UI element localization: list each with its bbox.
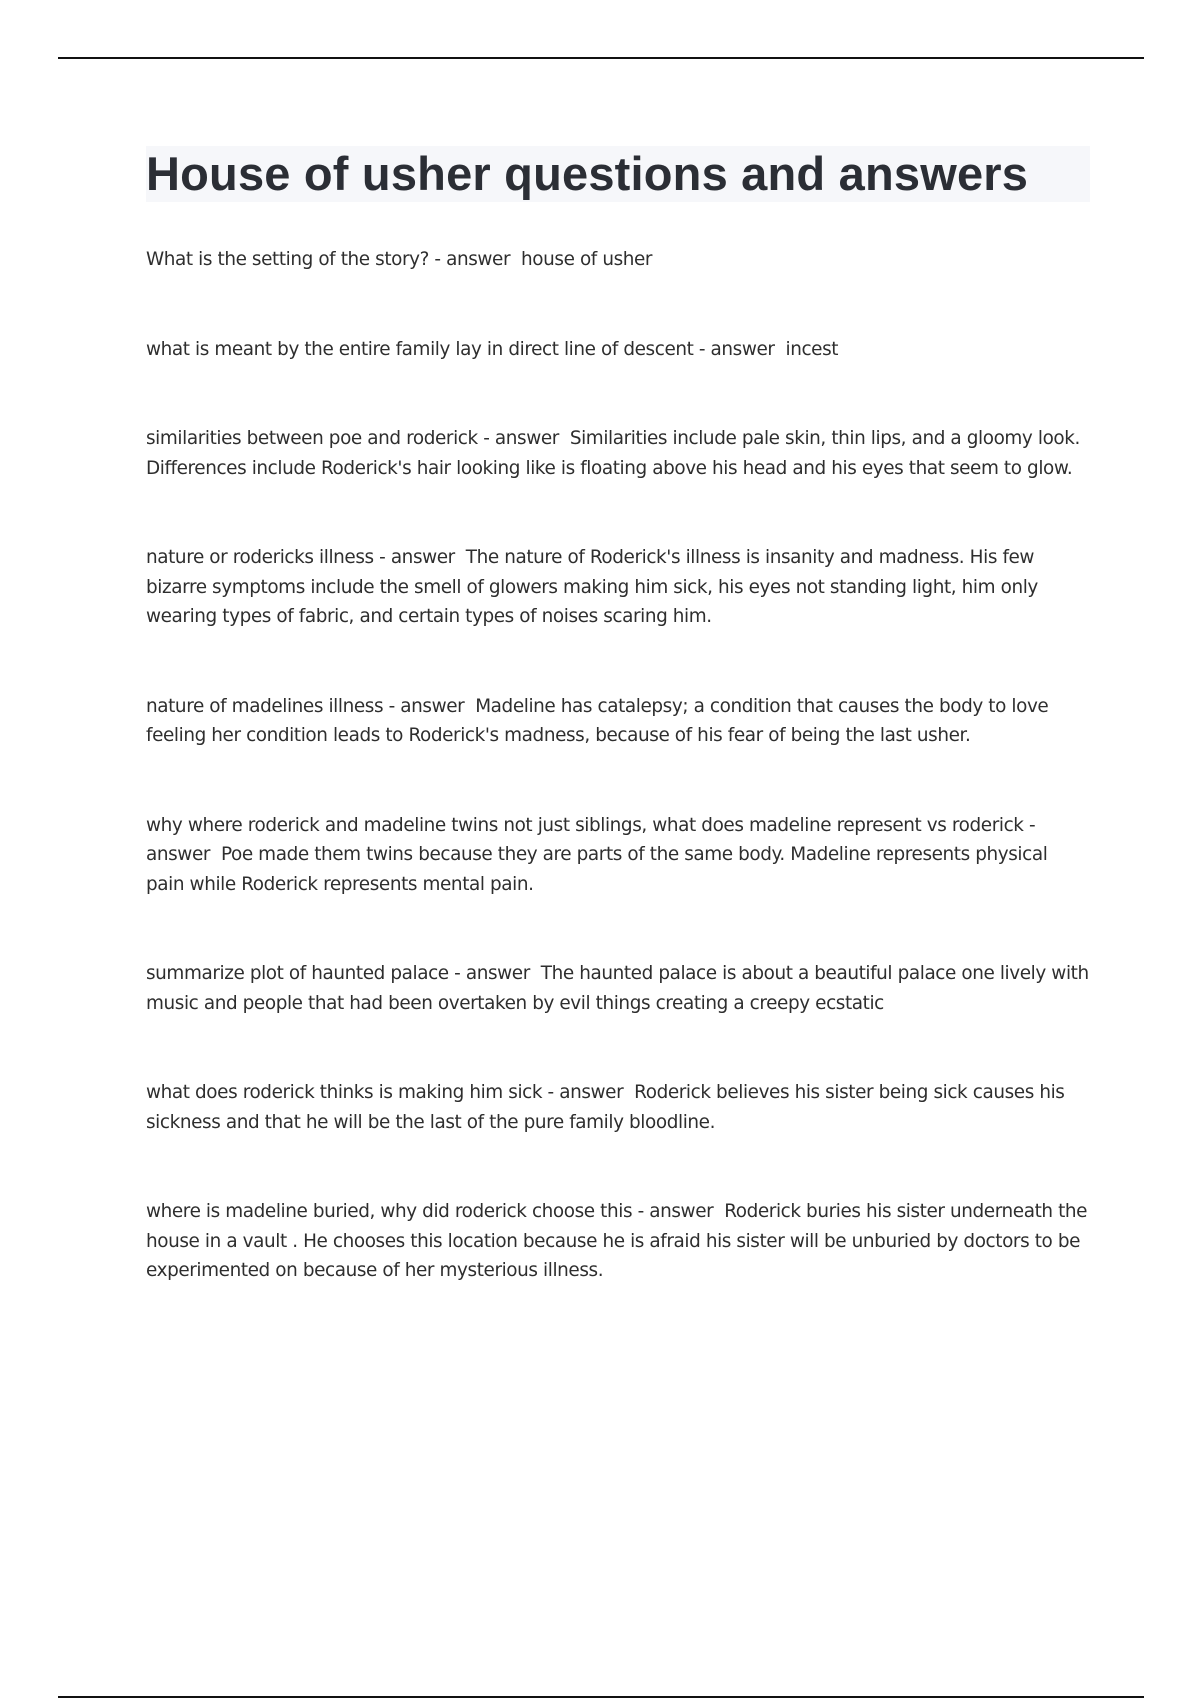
answer-text: Roderick buries his sister underneath the house in a vault . He chooses this location because he is afraid his sister will be unburied by doctors to be experimented on because of her mysterious illness. [146, 1201, 1088, 1281]
answer-text: Madeline has catalepsy; a condition that causes the body to love feeling her condition leads to Roderick's madness, because of his fear of being the last usher. [146, 695, 1049, 746]
question-text: What is the setting of the story? - answer [146, 249, 511, 270]
question-text: nature of madelines illness - answer [146, 695, 465, 717]
title-block [146, 146, 1090, 202]
page-title: House of usher questions and answers [146, 147, 1029, 200]
qa-item [146, 245, 1090, 275]
bottom-rule [58, 1696, 1144, 1698]
question-text: similarities between poe and roderick - answer [146, 428, 559, 449]
qa-list [146, 245, 1090, 1286]
answer-text: The nature of Roderick's illness is insanity and madness. His few bizarre symptoms include the smell of glowers making him sick, his eyes not standing light, him only wearing types of fabric, and certain types of noises scaring him. [146, 547, 1038, 627]
question-text: nature or rodericks illness - answer [146, 547, 455, 568]
answer-text: Similarities include pale skin, thin lips, and a gloomy look. Differences include Roderick's hair looking like is floating above his head and his eyes that seem to glow. [146, 428, 1080, 479]
qa-item [146, 1197, 1090, 1286]
question-text: what is meant by the entire family lay in direct line of descent - answer [146, 338, 775, 360]
qa-item [146, 335, 1090, 365]
answer-text: The haunted palace is about a beautiful palace one lively with music and people that had been overtaken by evil things creating a creepy ecstatic [146, 963, 1089, 1014]
qa-item [146, 543, 1090, 632]
qa-item [146, 1078, 1090, 1137]
answer-text: incest [785, 338, 839, 360]
answer-text: Roderick believes his sister being sick causes his sickness and that he will be the last of the pure family bloodline. [146, 1082, 1065, 1133]
qa-item [146, 811, 1090, 900]
question-text: why where roderick and madeline twins not just siblings, what does madeline represent vs roderick - answer [146, 814, 1036, 865]
qa-item [146, 424, 1090, 483]
question-text: where is madeline buried, why did roderick choose this - answer [146, 1201, 714, 1222]
qa-item [146, 692, 1090, 751]
top-rule [58, 57, 1144, 59]
qa-item [146, 959, 1090, 1018]
answer-text: Poe made them twins because they are parts of the same body. Madeline represents physical pain while Roderick represents mental pain. [146, 844, 1048, 895]
question-text: what does roderick thinks is making him sick - answer [146, 1082, 624, 1103]
question-text: summarize plot of haunted palace - answer [146, 963, 530, 984]
answer-text: house of usher [521, 249, 653, 270]
